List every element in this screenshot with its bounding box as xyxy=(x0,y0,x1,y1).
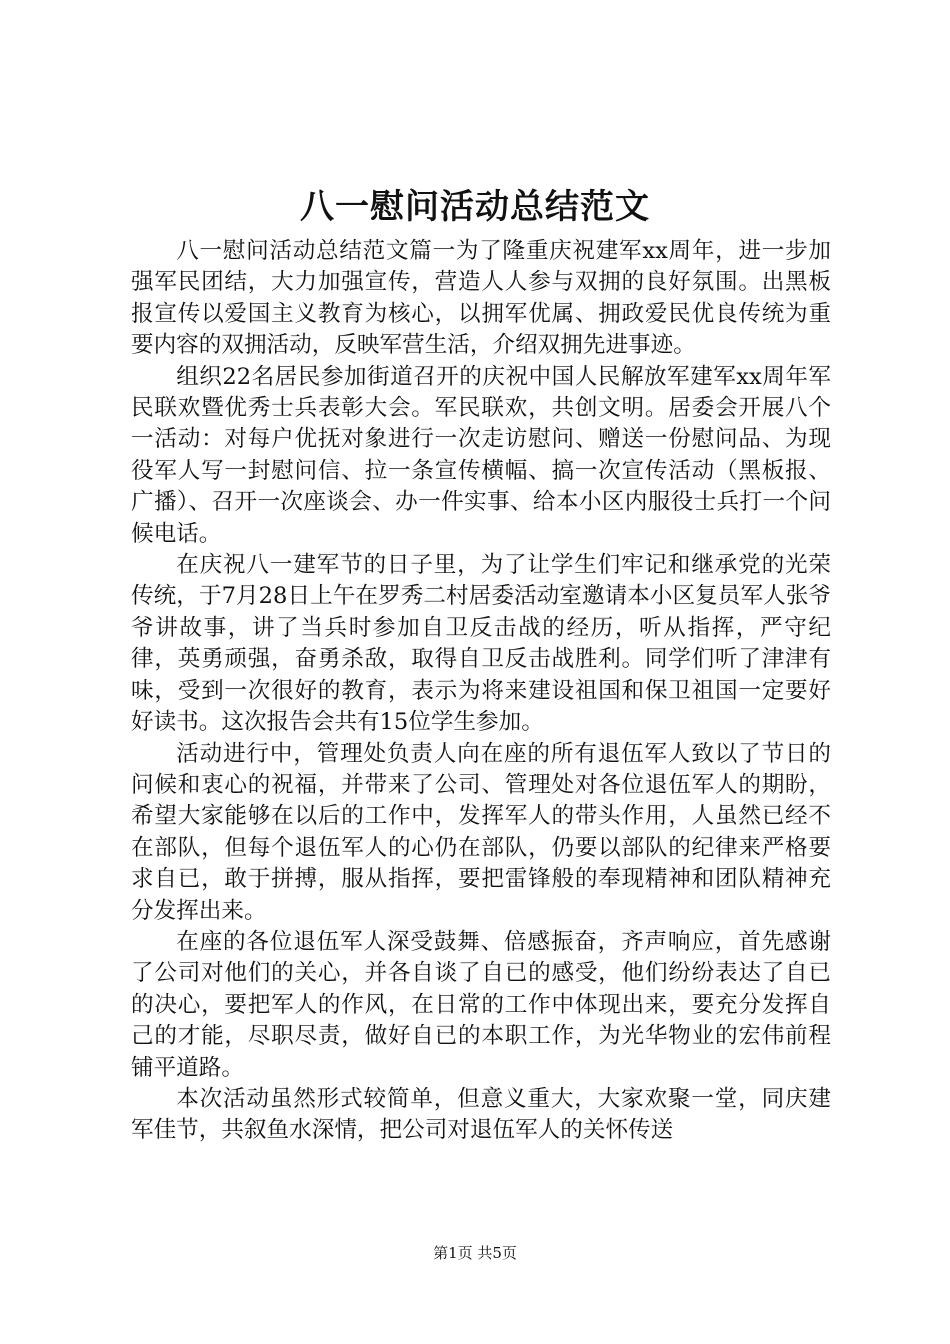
paragraph: 在庆祝八一建军节的日子里，为了让学生们牢记和继承党的光荣传统，于7月28日上午在罗秀二村居委活动室邀请本小区复员军人张爷爷讲故事，讲了当兵时参加自卫反击战的经历，听从指挥，严守纪律，英勇顽强，奋勇杀敌，取得自卫反击战胜利。同学们听了津津有味，受到一次很好的教育，表示为将来建设祖国和保卫祖国一定要好好读书。这次报告会共有15位学生参加。 xyxy=(131,552,831,736)
paragraph: 本次活动虽然形式较简单，但意义重大，大家欢聚一堂，同庆建军佳节，共叙鱼水深情，把公司对退伍军人的关怀传送 xyxy=(131,1085,831,1144)
paragraph: 八一慰问活动总结范文篇一为了隆重庆祝建军xx周年，进一步加强军民团结，大力加强宣传，营造人人参与双拥的良好氛围。出黑板报宣传以爱国主义教育为核心，以拥军优属、拥政爱民优良传统为重要内容的双拥活动，反映军营生活，介绍双拥先进事迹。 xyxy=(131,238,831,359)
document-body xyxy=(131,236,831,1147)
paragraph: 在座的各位退伍军人深受鼓舞、倍感振奋，齐声响应，首先感谢了公司对他们的关心，并各自谈了自已的感受，他们纷纷表达了自已的决心，要把军人的作风，在日常的工作中体现出来，要充分发挥自己的才能，尽职尽责，做好自已的本职工作，为光华物业的宏伟前程铺平道路。 xyxy=(131,928,831,1081)
paragraph: 活动进行中，管理处负责人向在座的所有退伍军人致以了节日的问候和衷心的祝福，并带来了公司、管理处对各位退伍军人的期盼，希望大家能够在以后的工作中，发挥军人的带头作用，人虽然已经不在部队，但每个退伍军人的心仍在部队，仍要以部队的纪律来严格要求自已，敢于拼搏，服从指挥，要把雷锋般的奉现精神和团队精神充分发挥出来。 xyxy=(131,740,831,924)
page-number-footer: 第1页 共5页 xyxy=(433,1244,517,1262)
document-title: 八一慰问活动总结范文 xyxy=(300,187,650,227)
paragraph: 组织22名居民参加街道召开的庆祝中国人民解放军建军xx周年军民联欢暨优秀士兵表彰大会。军民联欢，共创文明。居委会开展八个一活动：对每户优抚对象进行一次走访慰问、赠送一份慰问品、为现役军人写一封慰问信、拉一条宣传横幅、搞一次宣传活动（黑板报、广播）、召开一次座谈会、办一件实事、给本小区内服役士兵打一个问候电话。 xyxy=(131,363,831,547)
